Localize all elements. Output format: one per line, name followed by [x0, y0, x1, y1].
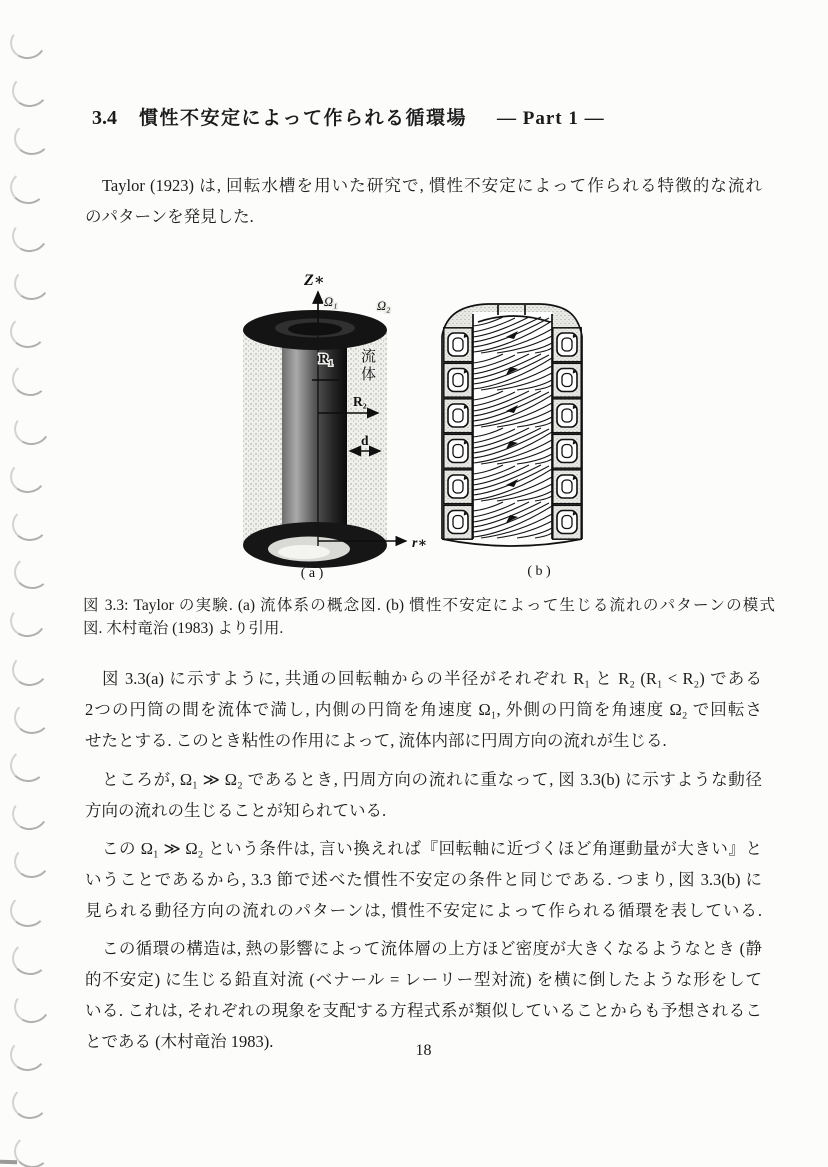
figure-caption [83, 594, 775, 640]
text-line: とである (木村竜治 1983). [85, 1032, 274, 1051]
text-line: いる. これは, それぞれの現象を支配する方程式系が類似していることからも予想されるこ [85, 1001, 762, 1020]
section-part-label: — Part 1 — [497, 108, 605, 129]
subfigure-a-label: ( a ) [300, 566, 324, 581]
paragraph [85, 833, 762, 926]
binding-hole-icon [10, 72, 50, 109]
paragraph [85, 663, 762, 756]
binding-hole-icon [11, 362, 49, 397]
binding-hole-icon [13, 700, 50, 734]
binding-hole-icon [12, 843, 52, 880]
binding-hole-icon [9, 748, 47, 783]
binding-hole-icon [9, 215, 51, 255]
text-line: のパターンを発見した. [85, 207, 254, 226]
figure-3-3 [220, 258, 620, 588]
top-annulus-hole [288, 323, 342, 336]
caption-line: 図. 木村竜治 (1983) より引用. [83, 620, 284, 637]
binding-hole-icon [9, 315, 46, 349]
text-line: 的不安定) に生じる鉛直対流 (ベナール = レーリー型対流) を横に倒したような形をして [85, 970, 762, 989]
binding-hole-icon [11, 408, 53, 448]
subfigure-b-label: ( b ) [527, 564, 551, 579]
binding-hole-icon [7, 601, 49, 641]
section-heading [92, 103, 605, 130]
binding-hole-icon [10, 651, 50, 688]
text-line: この Ω₁ ≫ Ω₂ という条件は, 言い換えれば『回転軸に近づくほど角運動量が大きい』と [102, 839, 762, 858]
binding-hole-icon [11, 1086, 48, 1120]
text-line: 図 3.3(a) に示すように, 共通の回転軸からの半径がそれぞれ R₁ と R₂ (R₁ < R₂) である [102, 669, 762, 688]
bottom-hole-highlight [278, 545, 330, 559]
omega2-label: Ω₂ [377, 299, 391, 313]
text-line: この循環の構造は, 熱の影響によって流体層の上方ほど密度が大きくなるようなとき (静 [102, 939, 762, 958]
binding-hole-icon [7, 23, 49, 63]
section-number: 3.4 [92, 107, 117, 129]
r2-label: R₂ [353, 394, 367, 409]
binding-hole-icon [8, 458, 48, 495]
binding-hole-icon [11, 941, 49, 976]
paragraph [85, 170, 762, 232]
binding-hole-icon [12, 265, 52, 302]
paragraph [85, 933, 762, 1057]
binding-hole-icon [11, 507, 48, 541]
apparatus-diagram [243, 272, 427, 581]
binding-hole-icon [9, 794, 51, 834]
fluid-label-bottom: 体 [361, 366, 377, 383]
binding-hole-icon [13, 122, 50, 156]
text-line: 2つの円筒の間を流体で満し, 内側の円筒を角速度 Ω₁, 外側の円筒を角速度 Ω₂ で回転さ [85, 700, 762, 719]
scan-artifact [0, 1160, 17, 1165]
r-axis-label: r∗ [412, 536, 428, 551]
text-line: Taylor (1923) は, 回転水槽を用いた研究で, 慣性不安定によって作られる特徴的な流れ [102, 176, 762, 195]
caption-line: 図 3.3: Taylor の実験. (a) 流体系の概念図. (b) 慣性不安定によって生じる流れのパターンの模式 [83, 597, 775, 614]
text-line: せたとする. このとき粘性の作用によって, 流体内部に円周方向の流れが生じる. [85, 731, 667, 750]
binding-hole-icon [13, 1134, 51, 1167]
binding-hole-icon [9, 170, 47, 205]
binding-hole-icon [13, 555, 51, 590]
d-label: d [361, 433, 369, 448]
text-line: ところが, Ω₁ ≫ Ω₂ であるとき, 円周方向の流れに重なって, 図 3.3(b) に示すような動径 [102, 770, 762, 789]
text-line: 方向の流れの生じることが知られている. [85, 801, 387, 820]
omega1-label: Ω₁ [324, 295, 338, 309]
text-line: いうことであるから, 3.3 節で述べた慣性不安定の条件と同じである. つまり, 図 3.3(b) に [85, 870, 762, 889]
binding-hole-icon [11, 987, 53, 1027]
page-number: 18 [415, 1042, 432, 1059]
inner-cylinder [282, 332, 347, 530]
section-title: 慣性不安定によって作られる循環場 [139, 108, 468, 129]
binding-hole-icon [9, 893, 46, 927]
r1-label: R₁ [319, 351, 333, 366]
fluid-label-top: 流 [361, 348, 377, 365]
flow-pattern-diagram [442, 304, 582, 579]
z-axis-label: Z∗ [304, 272, 325, 289]
text-line: 見られる動径方向の流れのパターンは, 慣性不安定によって作られる循環を表している. [85, 901, 762, 920]
paragraph [85, 764, 762, 826]
binding-hole-icon [8, 1036, 48, 1073]
